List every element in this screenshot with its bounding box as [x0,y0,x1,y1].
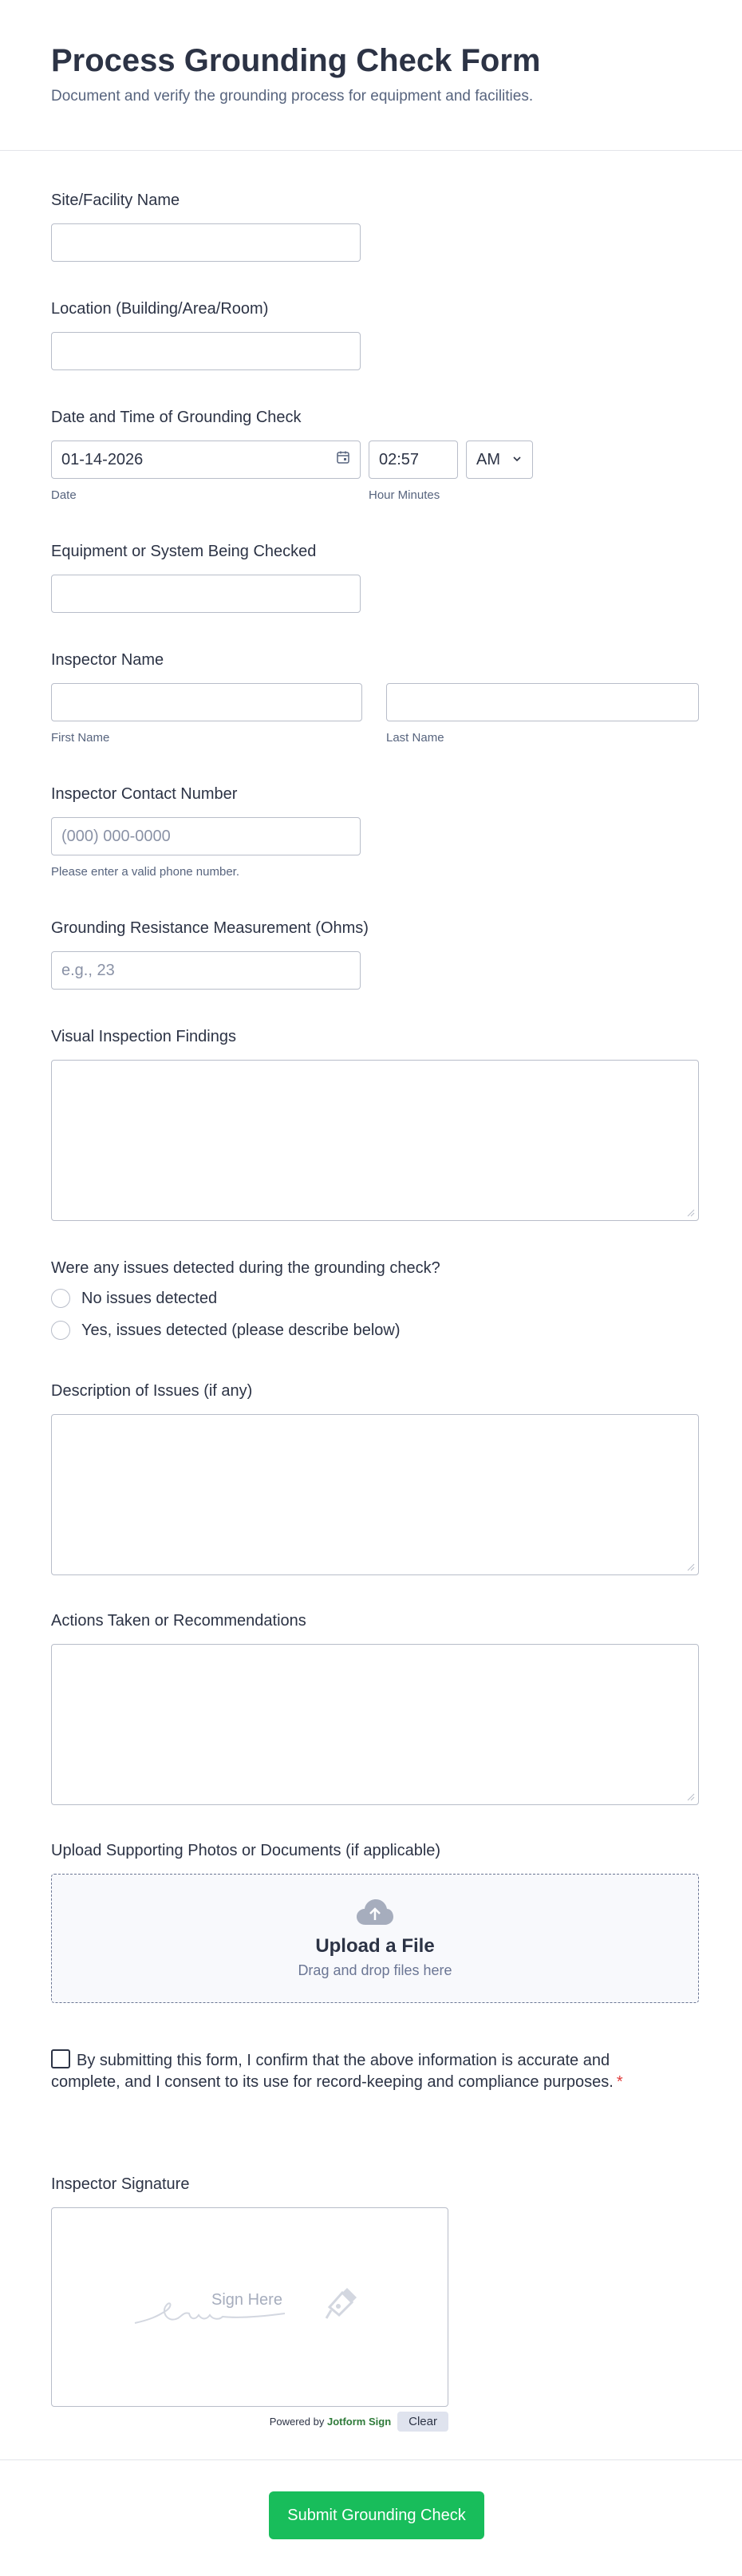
consent-text: By submitting this form, I confirm that the above information is accurate and complete, and I consent to its use for record-keeping and compliance purposes. [51,2052,614,2091]
powered-brand: Jotform Sign [326,2416,392,2428]
radio-circle[interactable] [51,1321,70,1340]
powered-by [270,2416,391,2428]
description-textarea[interactable] [51,1414,699,1575]
first-name-input[interactable] [51,683,362,721]
equipment-input[interactable] [51,575,361,613]
time-sublabel: Hour Minutes [369,488,440,502]
signature-pad[interactable] [51,2207,448,2407]
upload-field [51,1840,699,2003]
inspector-name-field [51,650,699,745]
radio-label: No issues detected [81,1289,218,1307]
last-name-input[interactable] [386,683,699,721]
consent-field [51,2049,641,2093]
resistance-input[interactable] [51,951,361,990]
actions-field [51,1610,699,1805]
clear-signature-button[interactable]: Clear [397,2412,448,2432]
calendar-icon[interactable] [336,450,350,469]
time-value: 02:57 [379,450,420,468]
radio-option-no-issues[interactable] [51,1286,440,1310]
resize-grip-icon[interactable] [687,1209,695,1217]
submit-button[interactable]: Submit Grounding Check [269,2491,484,2539]
date-sublabel: Date [51,488,77,502]
actions-label: Actions Taken or Recommendations [51,1612,306,1630]
signature-footer [51,2412,448,2432]
resistance-placeholder: e.g., 23 [61,961,115,979]
upload-label: Upload Supporting Photos or Documents (if applicable) [51,1842,441,1859]
cloud-upload-icon [355,1898,395,1930]
ampm-value: AM [476,450,500,468]
radio-circle[interactable] [51,1289,70,1308]
visual-textarea[interactable] [51,1060,699,1221]
site-input[interactable] [51,223,361,262]
phone-placeholder: (000) 000-0000 [61,827,171,845]
signature-scribble-icon [133,2285,373,2333]
footer-divider [0,2459,742,2460]
location-field [51,298,361,370]
chevron-down-icon [511,451,523,469]
phone-sublabel: Please enter a valid phone number. [51,865,239,879]
date-input[interactable] [51,441,361,479]
signature-field [51,2174,448,2432]
upload-dropzone[interactable] [51,1874,699,2003]
phone-input[interactable] [51,817,361,855]
visual-field [51,1026,699,1221]
phone-label: Inspector Contact Number [51,785,238,803]
equipment-label: Equipment or System Being Checked [51,543,317,560]
actions-textarea[interactable] [51,1644,699,1805]
consent-block [51,2049,641,2093]
signature-label: Inspector Signature [51,2175,190,2193]
upload-title: Upload a File [315,1935,435,1957]
phone-field [51,784,361,879]
ampm-select[interactable] [466,441,533,479]
site-label: Site/Facility Name [51,192,180,209]
location-input[interactable] [51,332,361,370]
form-title: Process Grounding Check Form [51,43,541,78]
description-field [51,1381,699,1575]
last-name-sublabel: Last Name [386,731,444,745]
resize-grip-icon[interactable] [687,1563,695,1571]
resize-grip-icon[interactable] [687,1793,695,1801]
location-label: Location (Building/Area/Room) [51,300,269,318]
date-value: 01-14-2026 [61,450,144,468]
equipment-field [51,541,361,613]
issues-label: Were any issues detected during the grounding check? [51,1259,440,1277]
datetime-field [51,407,533,503]
datetime-label: Date and Time of Grounding Check [51,409,302,426]
issues-field [51,1258,440,1342]
time-input[interactable] [369,441,458,479]
inspector-name-label: Inspector Name [51,651,164,669]
radio-option-issues-detected[interactable] [51,1318,440,1342]
resistance-field [51,918,369,990]
resistance-label: Grounding Resistance Measurement (Ohms) [51,919,369,937]
description-label: Description of Issues (if any) [51,1382,253,1400]
visual-label: Visual Inspection Findings [51,1028,236,1045]
consent-checkbox[interactable] [51,2049,70,2068]
site-field [51,190,361,262]
first-name-sublabel: First Name [51,731,110,745]
radio-label: Yes, issues detected (please describe below) [81,1321,401,1339]
form-subtitle: Document and verify the grounding process for equipment and facilities. [51,88,534,105]
signature-placeholder: Sign Here [211,2291,282,2309]
powered-prefix: Powered by [269,2416,325,2428]
required-mark: * [616,2073,623,2091]
upload-subtitle: Drag and drop files here [298,1962,452,1978]
form-header [0,0,742,151]
